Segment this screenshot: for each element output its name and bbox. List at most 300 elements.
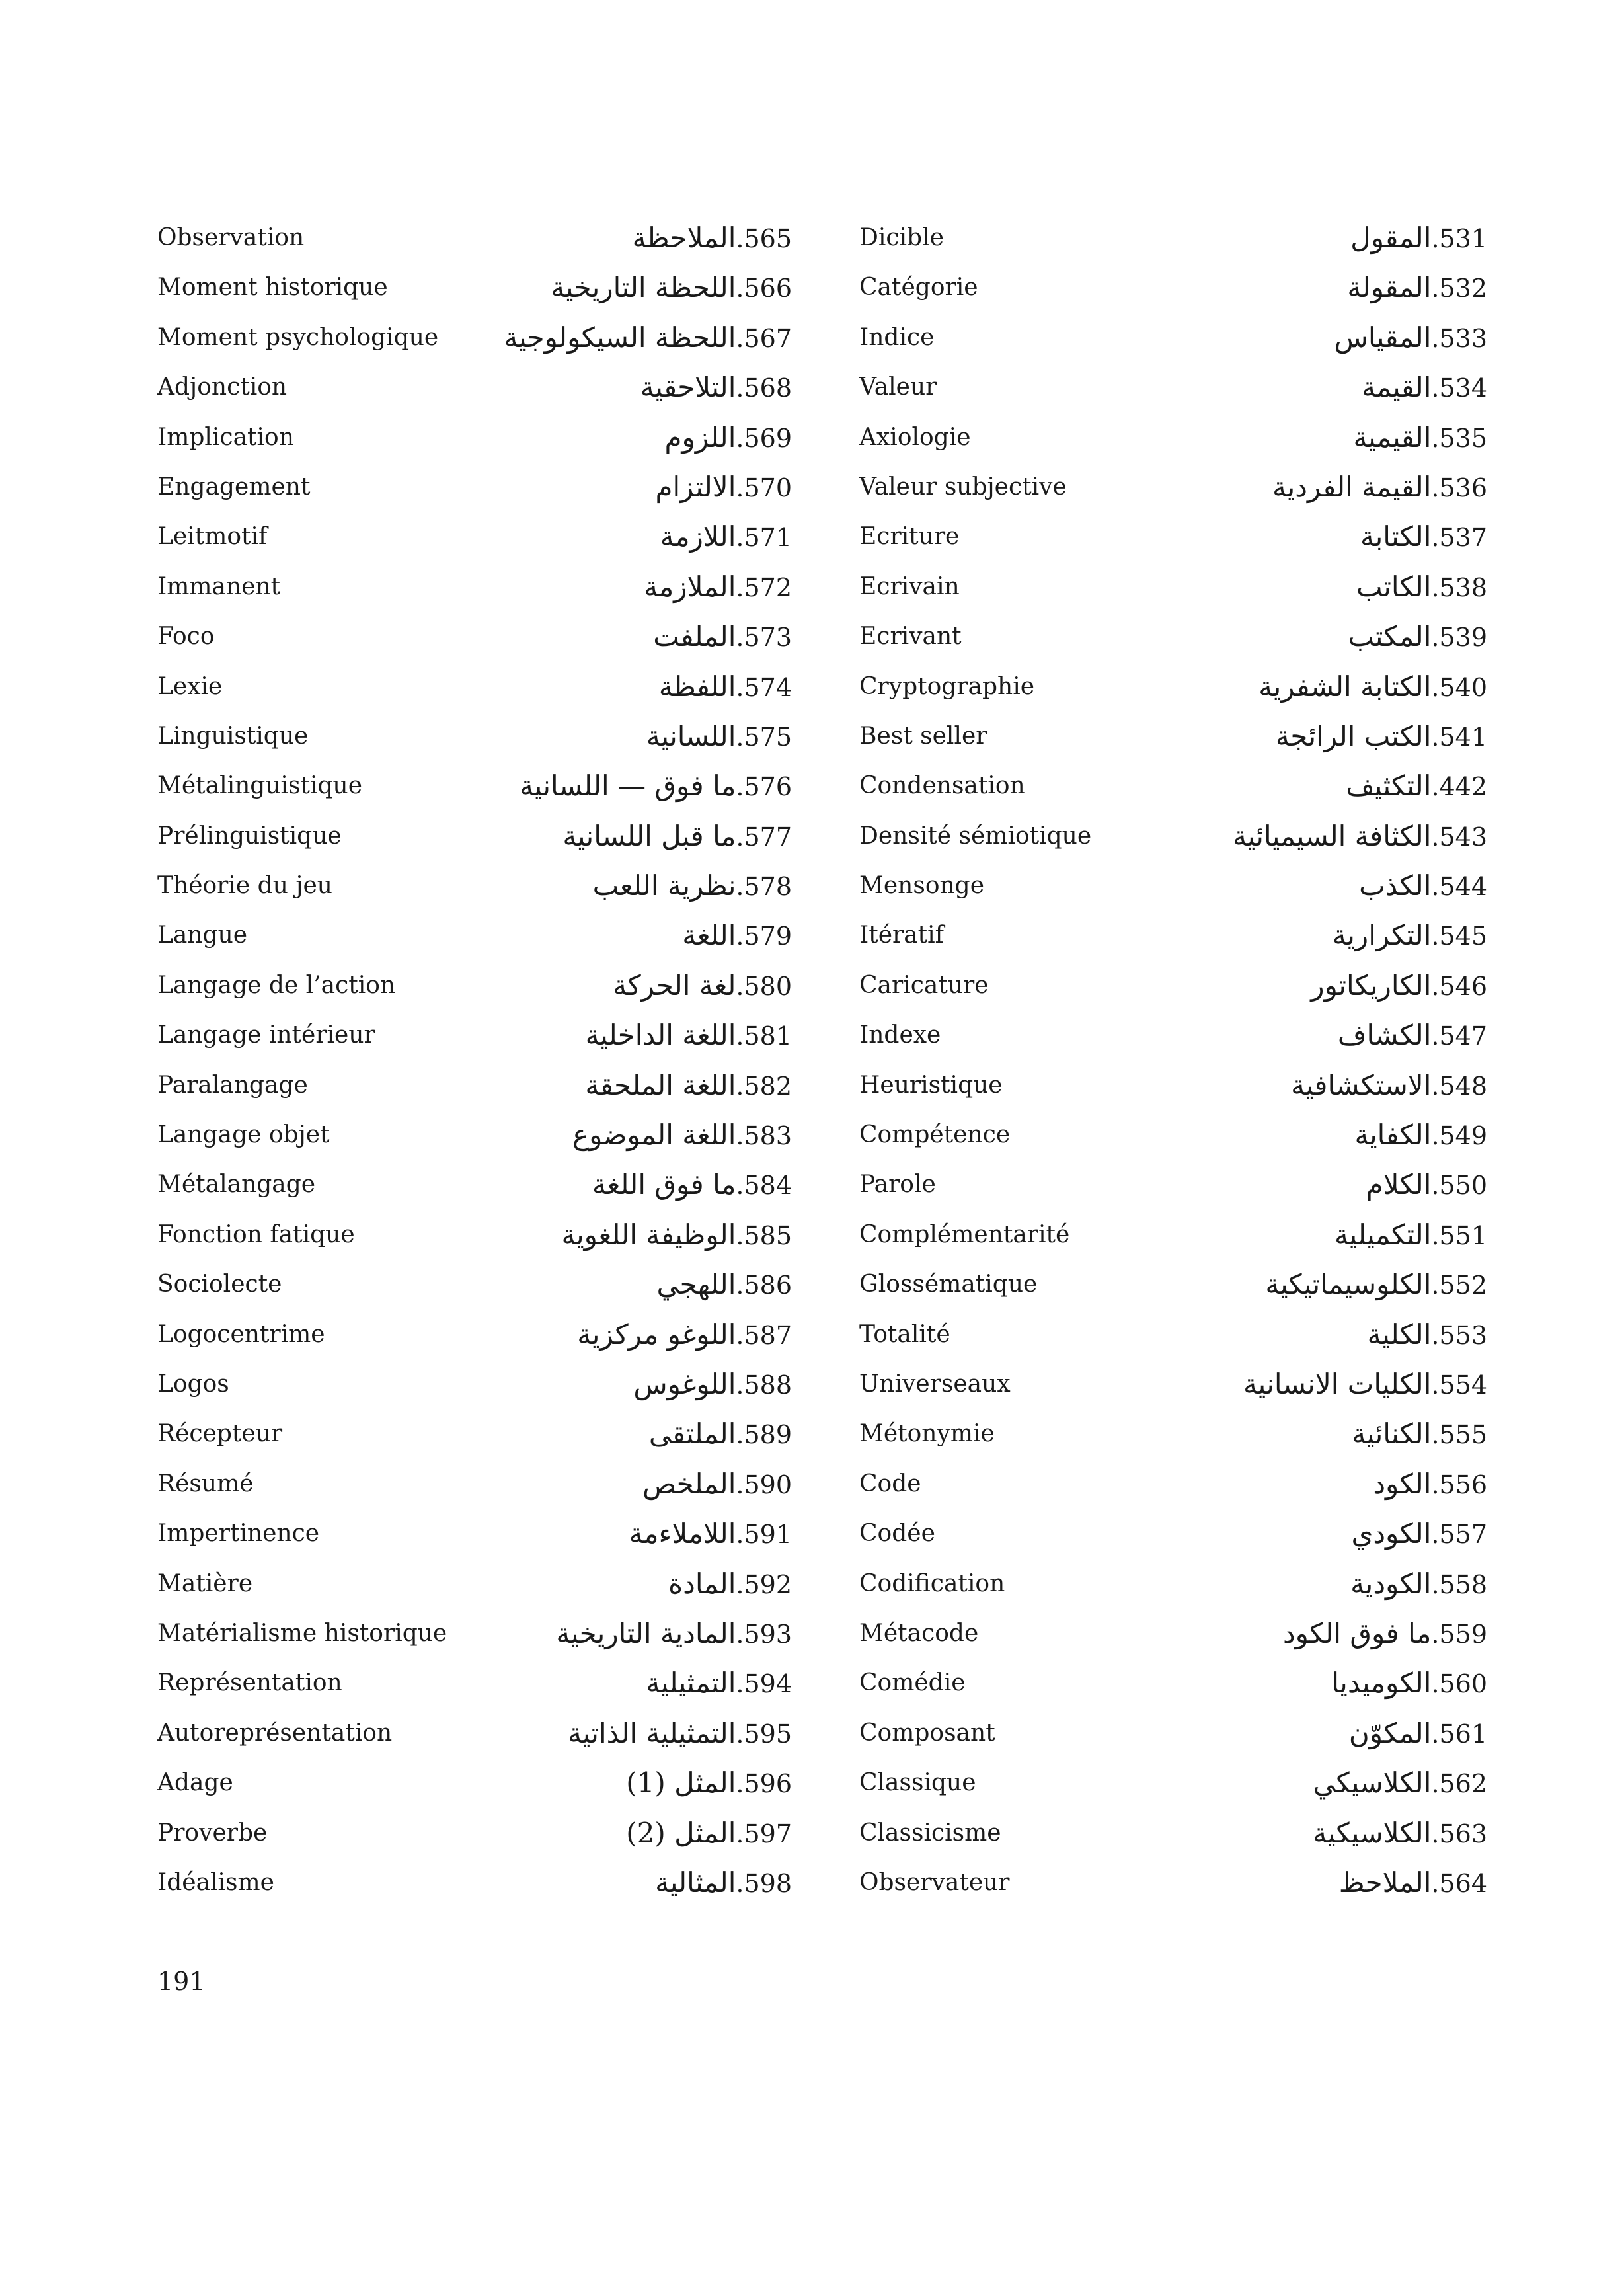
glossary-right-column bbox=[859, 218, 1487, 1913]
french-term: Catégorie bbox=[859, 274, 978, 301]
entry-number: .571 bbox=[736, 523, 792, 553]
glossary-entry bbox=[157, 1813, 792, 1863]
entry-number: .544 bbox=[1431, 872, 1487, 902]
french-term: Immanent bbox=[157, 573, 281, 600]
arabic-term: ما فوق اللغة bbox=[592, 1168, 736, 1201]
french-term: Caricature bbox=[859, 971, 989, 999]
arabic-entry bbox=[1233, 820, 1487, 853]
arabic-term: المقول bbox=[1350, 221, 1432, 254]
entry-number: .576 bbox=[736, 772, 792, 802]
french-term: Observateur bbox=[859, 1868, 1010, 1896]
french-term: Heuristique bbox=[859, 1071, 1003, 1099]
arabic-term: اللهجي bbox=[656, 1268, 736, 1301]
arabic-entry bbox=[592, 1169, 792, 1201]
arabic-entry bbox=[1366, 1169, 1487, 1201]
glossary-entry bbox=[859, 1365, 1487, 1414]
french-term: Matière bbox=[157, 1569, 253, 1597]
arabic-term: لغة الحركة bbox=[613, 969, 736, 1002]
arabic-term: الكود bbox=[1373, 1467, 1432, 1500]
entry-number: .560 bbox=[1431, 1669, 1487, 1699]
french-term: Langage objet bbox=[157, 1121, 330, 1149]
arabic-term: الملاحظ bbox=[1338, 1866, 1432, 1899]
arabic-term: القيمة الفردية bbox=[1272, 470, 1432, 503]
entry-number: .541 bbox=[1431, 722, 1487, 752]
french-term: Proverbe bbox=[157, 1819, 268, 1846]
arabic-entry bbox=[1265, 1269, 1487, 1301]
french-term: Valeur subjective bbox=[859, 473, 1067, 500]
french-term: Résumé bbox=[157, 1470, 254, 1497]
arabic-entry bbox=[1313, 1767, 1487, 1800]
french-term: Condensation bbox=[859, 772, 1025, 800]
glossary-entry bbox=[859, 1015, 1487, 1065]
arabic-term: الاستكشافية bbox=[1291, 1068, 1432, 1101]
entry-number: .567 bbox=[736, 323, 792, 353]
french-term: Classique bbox=[859, 1769, 976, 1797]
entry-number: .592 bbox=[736, 1569, 792, 1599]
glossary-entry bbox=[859, 1315, 1487, 1365]
french-term: Idéalisme bbox=[157, 1868, 274, 1896]
glossary-entry bbox=[157, 268, 792, 317]
entry-number: .584 bbox=[736, 1171, 792, 1201]
french-term: Lexie bbox=[157, 672, 223, 700]
arabic-entry bbox=[660, 521, 792, 553]
glossary-entry bbox=[157, 1414, 792, 1464]
glossary-entry bbox=[859, 1464, 1487, 1514]
arabic-entry bbox=[646, 721, 792, 753]
arabic-entry bbox=[668, 1568, 792, 1601]
arabic-term: الكتب الرائجة bbox=[1275, 719, 1432, 752]
arabic-entry bbox=[629, 1518, 792, 1550]
glossary-entry bbox=[859, 667, 1487, 717]
entry-number: .550 bbox=[1431, 1171, 1487, 1201]
entry-number: .539 bbox=[1431, 623, 1487, 653]
french-term: Valeur bbox=[859, 374, 937, 401]
arabic-entry bbox=[577, 1319, 792, 1351]
glossary-entry bbox=[157, 1215, 792, 1265]
entry-number: .540 bbox=[1431, 672, 1487, 702]
arabic-term: نظرية اللعب bbox=[592, 869, 736, 902]
arabic-term: اللغة الموضوع bbox=[572, 1119, 736, 1152]
arabic-entry bbox=[520, 770, 792, 803]
french-term: Code bbox=[859, 1470, 921, 1497]
entry-number: .549 bbox=[1431, 1121, 1487, 1151]
arabic-term: الكتابة bbox=[1360, 520, 1432, 553]
arabic-entry bbox=[1334, 1219, 1487, 1251]
arabic-entry bbox=[646, 1667, 792, 1700]
arabic-term: الكلاسيكية bbox=[1313, 1816, 1432, 1849]
french-term: Autoreprésentation bbox=[157, 1719, 393, 1747]
entry-number: .548 bbox=[1431, 1071, 1487, 1101]
entry-number: .597 bbox=[736, 1819, 792, 1848]
arabic-term: الكثافة السيميائية bbox=[1233, 819, 1432, 852]
entry-number: .533 bbox=[1431, 323, 1487, 353]
glossary-entry bbox=[859, 1215, 1487, 1265]
arabic-entry bbox=[1350, 1568, 1487, 1601]
glossary-entry bbox=[157, 1663, 792, 1713]
entry-number: .535 bbox=[1431, 423, 1487, 453]
arabic-entry bbox=[633, 1368, 792, 1401]
french-term: Complémentarité bbox=[859, 1220, 1070, 1248]
arabic-term: التلاحقية bbox=[640, 371, 736, 404]
french-term: Indice bbox=[859, 323, 935, 351]
arabic-term: القيمية bbox=[1353, 420, 1432, 454]
entry-number: .594 bbox=[736, 1669, 792, 1699]
french-term: Adjonction bbox=[157, 374, 288, 401]
entry-number: .572 bbox=[736, 573, 792, 602]
arabic-term: الكفاية bbox=[1354, 1119, 1432, 1152]
arabic-entry bbox=[1258, 671, 1487, 703]
entry-number: .546 bbox=[1431, 971, 1487, 1001]
arabic-term: اللفظة bbox=[658, 670, 736, 703]
glossary-entry bbox=[157, 617, 792, 666]
glossary-entry bbox=[859, 1714, 1487, 1763]
arabic-term: المكوّن bbox=[1348, 1716, 1432, 1749]
entry-number: .566 bbox=[736, 274, 792, 303]
arabic-term: المثل (1) bbox=[626, 1766, 736, 1800]
arabic-term: الكودية bbox=[1350, 1567, 1432, 1600]
glossary-entry bbox=[157, 667, 792, 717]
glossary-entry bbox=[157, 517, 792, 567]
french-term: Récepteur bbox=[157, 1420, 283, 1448]
arabic-entry bbox=[1352, 1418, 1487, 1450]
arabic-entry bbox=[1276, 721, 1487, 753]
french-term: Théorie du jeu bbox=[157, 872, 332, 900]
arabic-entry bbox=[504, 322, 792, 354]
glossary-entry bbox=[157, 717, 792, 766]
arabic-entry bbox=[682, 920, 792, 952]
arabic-entry bbox=[657, 1269, 792, 1301]
arabic-entry bbox=[1349, 1718, 1487, 1750]
arabic-entry bbox=[593, 870, 792, 902]
french-term: Paralangage bbox=[157, 1071, 308, 1099]
arabic-entry bbox=[572, 1119, 792, 1152]
arabic-entry bbox=[655, 471, 792, 504]
french-term: Fonction fatique bbox=[157, 1220, 355, 1248]
entry-number: .563 bbox=[1431, 1819, 1487, 1848]
arabic-term: الملازمة bbox=[644, 570, 736, 603]
arabic-entry bbox=[1362, 372, 1487, 404]
entry-number: .580 bbox=[736, 971, 792, 1001]
entry-number: .543 bbox=[1431, 822, 1487, 851]
glossary-entry bbox=[157, 218, 792, 268]
glossary-entry bbox=[859, 1614, 1487, 1663]
french-term: Impertinence bbox=[157, 1520, 320, 1548]
arabic-entry bbox=[1354, 1119, 1487, 1152]
french-term: Moment historique bbox=[157, 274, 388, 301]
entry-number: .568 bbox=[736, 374, 792, 403]
glossary-entry bbox=[157, 418, 792, 467]
arabic-entry bbox=[1283, 1618, 1487, 1650]
glossary-entry bbox=[859, 1066, 1487, 1115]
arabic-entry bbox=[1243, 1368, 1487, 1401]
glossary-entry bbox=[859, 617, 1487, 666]
entry-number: .583 bbox=[736, 1121, 792, 1151]
glossary-entry bbox=[859, 368, 1487, 417]
arabic-term: الملتقى bbox=[648, 1417, 736, 1450]
arabic-entry bbox=[1368, 1319, 1487, 1351]
arabic-entry bbox=[586, 1019, 792, 1052]
arabic-entry bbox=[1272, 471, 1487, 504]
arabic-term: الكودي bbox=[1351, 1517, 1432, 1550]
glossary-left-column bbox=[157, 218, 792, 1913]
glossary-entry bbox=[157, 1514, 792, 1564]
arabic-term: الكاريكاتور bbox=[1311, 969, 1432, 1002]
french-term: Composant bbox=[859, 1719, 995, 1747]
french-term: Mensonge bbox=[859, 872, 985, 900]
glossary-entry bbox=[859, 467, 1487, 517]
entry-number: .555 bbox=[1431, 1420, 1487, 1450]
french-term: Métonymie bbox=[859, 1420, 995, 1448]
glossary-entry bbox=[157, 368, 792, 417]
arabic-term: الالتزام bbox=[655, 470, 736, 503]
arabic-term: اللحظة التاريخية bbox=[551, 271, 736, 304]
glossary-entry bbox=[157, 866, 792, 916]
arabic-term: اللغة الداخلية bbox=[585, 1019, 736, 1052]
glossary-entry bbox=[157, 1315, 792, 1365]
arabic-term: القيمة bbox=[1362, 371, 1432, 404]
french-term: Densité sémiotique bbox=[859, 822, 1092, 850]
entry-number: .545 bbox=[1431, 922, 1487, 951]
french-term: Langage intérieur bbox=[157, 1021, 375, 1049]
entry-number: .590 bbox=[736, 1470, 792, 1499]
french-term: Adage bbox=[157, 1769, 233, 1797]
arabic-term: اللغة الملحقة bbox=[585, 1068, 736, 1101]
entry-number: .532 bbox=[1431, 274, 1487, 303]
glossary-entry bbox=[859, 218, 1487, 268]
arabic-term: الكلوسيماتيكية bbox=[1265, 1268, 1432, 1301]
arabic-entry bbox=[1373, 1468, 1487, 1501]
glossary-entry bbox=[859, 1514, 1487, 1564]
arabic-entry bbox=[642, 1468, 792, 1501]
entry-number: .589 bbox=[736, 1420, 792, 1450]
arabic-term: التكرارية bbox=[1332, 919, 1432, 952]
entry-number: .536 bbox=[1431, 473, 1487, 502]
french-term: Représentation bbox=[157, 1669, 342, 1697]
glossary-entry bbox=[157, 1863, 792, 1913]
french-term: Logos bbox=[157, 1370, 229, 1398]
entry-number: .581 bbox=[736, 1021, 792, 1051]
glossary-entry bbox=[859, 966, 1487, 1015]
french-term: Prélinguistique bbox=[157, 822, 342, 850]
arabic-entry bbox=[665, 422, 792, 454]
arabic-entry bbox=[1354, 422, 1487, 454]
french-term: Itératif bbox=[859, 922, 944, 949]
glossary-entry bbox=[859, 517, 1487, 567]
arabic-entry bbox=[1339, 1867, 1487, 1899]
arabic-entry bbox=[655, 1867, 792, 1899]
arabic-entry bbox=[585, 1070, 792, 1102]
arabic-entry bbox=[659, 671, 792, 703]
french-term: Universeaux bbox=[859, 1370, 1011, 1398]
entry-number: .598 bbox=[736, 1868, 792, 1898]
arabic-term: التكثيف bbox=[1346, 770, 1432, 803]
arabic-term: اللسانية bbox=[646, 719, 736, 752]
french-term: Engagement bbox=[157, 473, 311, 500]
arabic-entry bbox=[1359, 870, 1487, 902]
entry-number: .573 bbox=[736, 623, 792, 653]
entry-number: .562 bbox=[1431, 1769, 1487, 1799]
french-term: Classicisme bbox=[859, 1819, 1001, 1846]
entry-number: .559 bbox=[1431, 1619, 1487, 1649]
french-term: Comédie bbox=[859, 1669, 966, 1697]
glossary-entry bbox=[157, 916, 792, 965]
entry-number: .593 bbox=[736, 1619, 792, 1649]
glossary-entry bbox=[157, 966, 792, 1015]
entry-number: .547 bbox=[1431, 1021, 1487, 1051]
arabic-term: اللازمة bbox=[660, 520, 736, 553]
french-term: Ecrivant bbox=[859, 623, 962, 651]
arabic-entry bbox=[1347, 272, 1487, 304]
arabic-term: ما فوق الكود bbox=[1282, 1616, 1432, 1649]
glossary-entry bbox=[157, 766, 792, 816]
french-term: Glossématique bbox=[859, 1271, 1038, 1298]
glossary-entry bbox=[859, 418, 1487, 467]
arabic-term: التكميلية bbox=[1334, 1218, 1432, 1251]
arabic-term: ما فوق — اللسانية bbox=[520, 770, 736, 803]
glossary-entry bbox=[859, 1115, 1487, 1165]
french-term: Langage de l’action bbox=[157, 971, 396, 999]
glossary-entry bbox=[859, 916, 1487, 965]
arabic-entry bbox=[649, 1418, 792, 1450]
french-term: Sociolecte bbox=[157, 1271, 282, 1298]
arabic-term: الملاحظة bbox=[632, 221, 736, 254]
glossary-entry bbox=[157, 1714, 792, 1763]
arabic-term: المثالية bbox=[655, 1866, 736, 1899]
entry-number: .582 bbox=[736, 1071, 792, 1101]
entry-number: .586 bbox=[736, 1271, 792, 1300]
arabic-entry bbox=[551, 272, 792, 304]
entry-number: .554 bbox=[1431, 1370, 1487, 1400]
french-term: Langue bbox=[157, 922, 248, 949]
glossary-entry bbox=[859, 1165, 1487, 1214]
entry-number: .564 bbox=[1431, 1868, 1487, 1898]
glossary-entry bbox=[157, 1763, 792, 1813]
entry-number: .570 bbox=[736, 473, 792, 502]
french-term: Dicible bbox=[859, 224, 944, 251]
entry-number: .561 bbox=[1431, 1719, 1487, 1749]
french-term: Matérialisme historique bbox=[157, 1619, 447, 1647]
entry-number: .556 bbox=[1431, 1470, 1487, 1499]
glossary-entry bbox=[859, 318, 1487, 368]
entry-number: .585 bbox=[736, 1220, 792, 1250]
entry-number: .537 bbox=[1431, 523, 1487, 553]
entry-number: .591 bbox=[736, 1520, 792, 1550]
glossary-entry bbox=[157, 1464, 792, 1514]
arabic-entry bbox=[1333, 920, 1487, 952]
arabic-entry bbox=[626, 1767, 792, 1800]
arabic-term: اللغة bbox=[682, 919, 736, 952]
arabic-entry bbox=[1350, 222, 1487, 255]
french-term: Compétence bbox=[859, 1121, 1011, 1149]
glossary-entry bbox=[157, 1165, 792, 1214]
french-term: Leitmotif bbox=[157, 523, 268, 551]
entry-number: .534 bbox=[1431, 374, 1487, 403]
arabic-term: الكشاف bbox=[1337, 1019, 1432, 1052]
arabic-entry bbox=[633, 222, 792, 255]
glossary-entry bbox=[859, 1663, 1487, 1713]
french-term: Observation bbox=[157, 224, 305, 251]
entry-number: .552 bbox=[1431, 1271, 1487, 1300]
glossary-entry bbox=[157, 318, 792, 368]
french-term: Logocentrime bbox=[157, 1320, 325, 1348]
arabic-term: المقياس bbox=[1334, 321, 1432, 354]
arabic-entry bbox=[1313, 1817, 1487, 1850]
entry-number: .588 bbox=[736, 1370, 792, 1400]
arabic-entry bbox=[1331, 1667, 1487, 1700]
entry-number: .551 bbox=[1431, 1220, 1487, 1250]
entry-number: .553 bbox=[1431, 1320, 1487, 1350]
entry-number: .569 bbox=[736, 423, 792, 453]
arabic-entry bbox=[1356, 571, 1487, 604]
arabic-term: الكلام bbox=[1366, 1168, 1432, 1201]
arabic-term: الكاتب bbox=[1356, 570, 1432, 603]
glossary-entry bbox=[157, 1015, 792, 1065]
arabic-term: المقولة bbox=[1347, 271, 1432, 304]
arabic-term: الكلاسيكي bbox=[1313, 1766, 1432, 1800]
french-term: Métalinguistique bbox=[157, 772, 363, 800]
arabic-entry bbox=[653, 621, 792, 653]
arabic-entry bbox=[1311, 970, 1487, 1002]
arabic-term: المادة bbox=[668, 1567, 736, 1600]
french-term: Métacode bbox=[859, 1619, 979, 1647]
glossary-entry bbox=[157, 1066, 792, 1115]
glossary-entry bbox=[859, 1813, 1487, 1863]
french-term: Totalité bbox=[859, 1320, 950, 1348]
glossary-entry bbox=[859, 866, 1487, 916]
arabic-term: المادية التاريخية bbox=[556, 1616, 736, 1649]
entry-number: .558 bbox=[1431, 1569, 1487, 1599]
page-number: 191 bbox=[157, 1967, 206, 1996]
glossary-entry bbox=[859, 717, 1487, 766]
entry-number: .442 bbox=[1431, 772, 1487, 802]
arabic-term: اللوغوس bbox=[633, 1367, 736, 1400]
arabic-term: الكنائية bbox=[1352, 1417, 1432, 1450]
arabic-entry bbox=[613, 970, 792, 1002]
arabic-entry bbox=[1351, 1518, 1487, 1550]
arabic-term: الكوميديا bbox=[1331, 1667, 1432, 1700]
glossary-entry bbox=[859, 268, 1487, 317]
arabic-entry bbox=[1346, 770, 1487, 803]
french-term: Parole bbox=[859, 1171, 936, 1199]
glossary-entry bbox=[859, 1414, 1487, 1464]
glossary-entry bbox=[157, 467, 792, 517]
arabic-term: التمثيلية الذاتية bbox=[568, 1716, 736, 1749]
glossary-entry bbox=[157, 567, 792, 617]
glossary-entry bbox=[859, 567, 1487, 617]
arabic-entry bbox=[1291, 1070, 1487, 1102]
french-term: Métalangage bbox=[157, 1171, 316, 1199]
entry-number: .531 bbox=[1431, 224, 1487, 253]
arabic-entry bbox=[626, 1817, 792, 1850]
arabic-entry bbox=[1334, 322, 1487, 354]
glossary-entry bbox=[859, 1763, 1487, 1813]
glossary-entry bbox=[157, 1564, 792, 1614]
french-term: Ecriture bbox=[859, 523, 960, 551]
entry-number: .538 bbox=[1431, 573, 1487, 602]
french-term: Implication bbox=[157, 423, 294, 451]
arabic-term: الكليات الانسانية bbox=[1243, 1367, 1432, 1400]
arabic-term: الكتابة الشفرية bbox=[1258, 670, 1432, 703]
entry-number: .595 bbox=[736, 1719, 792, 1749]
arabic-term: اللوغو مركزية bbox=[577, 1318, 736, 1351]
arabic-term: اللحظة السيكولوجية bbox=[504, 321, 736, 354]
french-term: Codée bbox=[859, 1520, 935, 1548]
glossary-entry bbox=[157, 816, 792, 866]
entry-number: .579 bbox=[736, 922, 792, 951]
glossary-entry bbox=[157, 1365, 792, 1414]
french-term: Linguistique bbox=[157, 722, 309, 750]
glossary-entry bbox=[859, 1863, 1487, 1913]
